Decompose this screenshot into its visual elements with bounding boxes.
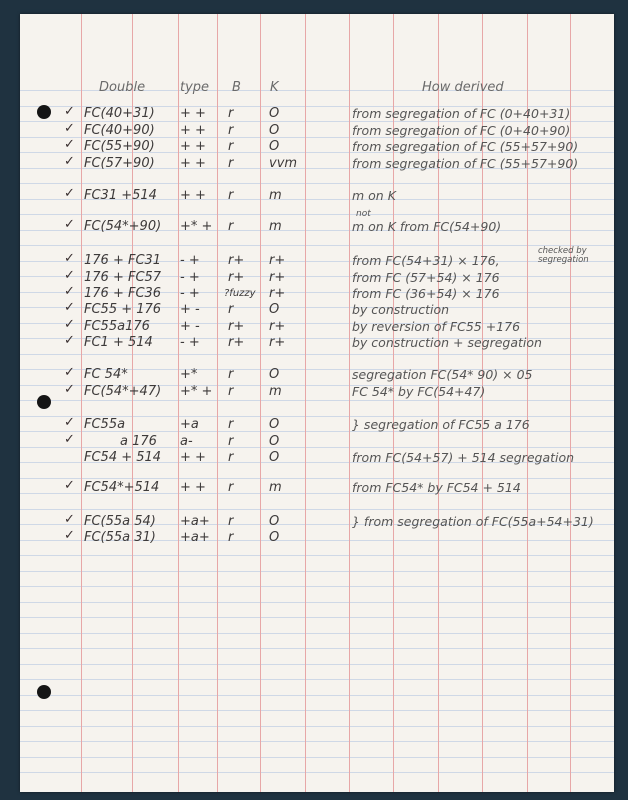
ruled-line — [20, 617, 614, 618]
b-value: r — [228, 123, 234, 138]
red-rule — [305, 14, 306, 792]
k-value: O — [269, 514, 280, 529]
punch-hole — [37, 395, 51, 409]
type-value: + + — [180, 139, 206, 154]
check-mark: ✓ — [64, 512, 75, 527]
k-value: m — [269, 219, 282, 234]
check-mark: ✓ — [64, 365, 75, 380]
b-value: r — [228, 106, 234, 121]
ruled-line — [20, 245, 614, 246]
type-value: - + — [180, 286, 200, 301]
red-rule — [178, 14, 179, 792]
ruled-line — [20, 447, 614, 448]
derivation-text: from FC(54+57) + 514 segregation — [352, 450, 575, 465]
type-value: + + — [180, 450, 206, 465]
ruled-line — [20, 214, 614, 215]
b-value: r — [228, 450, 234, 465]
ruled-line — [20, 679, 614, 680]
b-value: r+ — [228, 319, 245, 334]
ruled-line — [20, 602, 614, 603]
k-value: O — [269, 302, 280, 317]
derivation-text: from FC54* by FC54 + 514 — [352, 480, 521, 495]
derivation-text: } from segregation of FC(55a+54+31) — [352, 514, 594, 529]
punch-hole — [37, 685, 51, 699]
double-name: 176 + FC31 — [84, 253, 162, 268]
ruled-line — [20, 741, 614, 742]
header-type: type — [180, 80, 210, 95]
b-value: r — [228, 367, 234, 382]
k-value: O — [269, 450, 280, 465]
double-name: 176 + FC36 — [84, 286, 162, 301]
derivation-text: by reversion of FC55 +176 — [352, 319, 521, 334]
ruled-line — [20, 648, 614, 649]
ruled-line — [20, 400, 614, 401]
derivation-text: from segregation of FC (55+57+90) — [352, 139, 579, 154]
double-name: FC31 +514 — [84, 188, 157, 203]
double-name: FC(57+90) — [84, 156, 155, 171]
check-mark: ✓ — [64, 121, 75, 136]
check-mark: ✓ — [64, 317, 75, 332]
b-value: r — [228, 156, 234, 171]
red-rule — [217, 14, 218, 792]
double-name: FC(55a 31) — [84, 530, 156, 545]
double-name: a 176 — [120, 434, 157, 449]
red-rule — [349, 14, 350, 792]
derivation-text: from segregation of FC (0+40+90) — [352, 123, 571, 138]
annotation-note: not — [356, 209, 371, 219]
red-rule — [260, 14, 261, 792]
type-value: + + — [180, 188, 206, 203]
b-value: r — [228, 219, 234, 234]
ruled-line — [20, 695, 614, 696]
double-name: FC54*+514 — [84, 480, 160, 495]
b-value: ?fuzzy — [224, 288, 256, 299]
b-value: r — [228, 384, 234, 399]
double-name: FC 54* — [84, 367, 128, 382]
k-value: O — [269, 530, 280, 545]
derivation-text: m on K from FC(54+90) — [352, 219, 502, 234]
derivation-text: from FC(54+31) × 176, — [352, 253, 500, 268]
type-value: + + — [180, 106, 206, 121]
check-mark: ✓ — [64, 154, 75, 169]
check-mark: ✓ — [64, 251, 75, 266]
type-value: +a — [180, 417, 199, 432]
k-value: O — [269, 417, 280, 432]
k-value: vvm — [269, 156, 298, 171]
ruled-line — [20, 726, 614, 727]
type-value: + - — [180, 302, 200, 317]
type-value: +a+ — [180, 530, 210, 545]
double-name: FC54 + 514 — [84, 450, 162, 465]
type-value: - + — [180, 253, 200, 268]
type-value: +* + — [180, 384, 213, 399]
check-mark: ✓ — [64, 217, 75, 232]
k-value: O — [269, 106, 280, 121]
header-how-derived: How derived — [422, 80, 504, 95]
ruled-line — [20, 710, 614, 711]
b-value: r+ — [228, 253, 245, 268]
double-name: FC55 + 176 — [84, 302, 162, 317]
check-mark: ✓ — [64, 382, 75, 397]
k-value: r+ — [269, 335, 286, 350]
ruled-line — [20, 555, 614, 556]
double-name: FC(54*+90) — [84, 219, 162, 234]
type-value: - + — [180, 335, 200, 350]
notebook-page — [20, 14, 614, 792]
derivation-text: from segregation of FC (0+40+31) — [352, 106, 571, 121]
b-value: r — [228, 188, 234, 203]
annotation-checked: checked by segregation — [538, 246, 589, 265]
derivation-text: FC 54* by FC(54+47) — [352, 384, 486, 399]
red-rule — [81, 14, 82, 792]
header-k: K — [270, 80, 279, 95]
check-mark: ✓ — [64, 284, 75, 299]
derivation-text: segregation FC(54* 90) × 05 — [352, 367, 533, 382]
punch-hole — [37, 105, 51, 119]
derivation-text: by construction — [352, 302, 450, 317]
check-mark: ✓ — [64, 300, 75, 315]
k-value: r+ — [269, 253, 286, 268]
k-value: O — [269, 139, 280, 154]
double-name: FC(55a 54) — [84, 514, 156, 529]
ruled-line — [20, 586, 614, 587]
check-mark: ✓ — [64, 333, 75, 348]
double-name: FC(40+90) — [84, 123, 155, 138]
ruled-line — [20, 571, 614, 572]
derivation-text: } segregation of FC55 a 176 — [352, 417, 530, 432]
double-name: FC55a176 — [84, 319, 150, 334]
check-mark: ✓ — [64, 186, 75, 201]
double-name: 176 + FC57 — [84, 270, 162, 285]
b-value: r+ — [228, 270, 245, 285]
b-value: r+ — [228, 335, 245, 350]
header-b: B — [232, 80, 241, 95]
ruled-line — [20, 633, 614, 634]
check-mark: ✓ — [64, 137, 75, 152]
b-value: r — [228, 139, 234, 154]
derivation-text: from FC (36+54) × 176 — [352, 286, 500, 301]
k-value: r+ — [269, 319, 286, 334]
ruled-line — [20, 757, 614, 758]
ruled-line — [20, 772, 614, 773]
type-value: +* + — [180, 219, 213, 234]
derivation-text: from FC (57+54) × 176 — [352, 270, 500, 285]
type-value: a- — [180, 434, 193, 449]
double-name: FC(54*+47) — [84, 384, 162, 399]
type-value: +a+ — [180, 514, 210, 529]
k-value: m — [269, 480, 282, 495]
b-value: r — [228, 417, 234, 432]
k-value: O — [269, 123, 280, 138]
type-value: + + — [180, 156, 206, 171]
check-mark: ✓ — [64, 104, 75, 119]
check-mark: ✓ — [64, 432, 75, 447]
b-value: r — [228, 530, 234, 545]
ruled-line — [20, 121, 614, 122]
ruled-line — [20, 478, 614, 479]
k-value: m — [269, 188, 282, 203]
ruled-line — [20, 664, 614, 665]
type-value: + + — [180, 123, 206, 138]
ruled-line — [20, 183, 614, 184]
header-double: Double — [99, 80, 146, 95]
b-value: r — [228, 480, 234, 495]
k-value: O — [269, 367, 280, 382]
ruled-line — [20, 354, 614, 355]
b-value: r — [228, 514, 234, 529]
derivation-text: m on K — [352, 188, 396, 203]
check-mark: ✓ — [64, 478, 75, 493]
double-name: FC1 + 514 — [84, 335, 153, 350]
type-value: + - — [180, 319, 200, 334]
b-value: r — [228, 434, 234, 449]
type-value: + + — [180, 480, 206, 495]
derivation-text: by construction + segregation — [352, 335, 542, 350]
check-mark: ✓ — [64, 528, 75, 543]
k-value: O — [269, 434, 280, 449]
double-name: FC(40+31) — [84, 106, 155, 121]
derivation-text: from segregation of FC (55+57+90) — [352, 156, 579, 171]
double-name: FC55a — [84, 417, 126, 432]
check-mark: ✓ — [64, 268, 75, 283]
k-value: r+ — [269, 286, 286, 301]
ruled-line — [20, 509, 614, 510]
check-mark: ✓ — [64, 415, 75, 430]
b-value: r — [228, 302, 234, 317]
type-value: +* — [180, 367, 198, 382]
type-value: - + — [180, 270, 200, 285]
k-value: r+ — [269, 270, 286, 285]
k-value: m — [269, 384, 282, 399]
double-name: FC(55+90) — [84, 139, 155, 154]
